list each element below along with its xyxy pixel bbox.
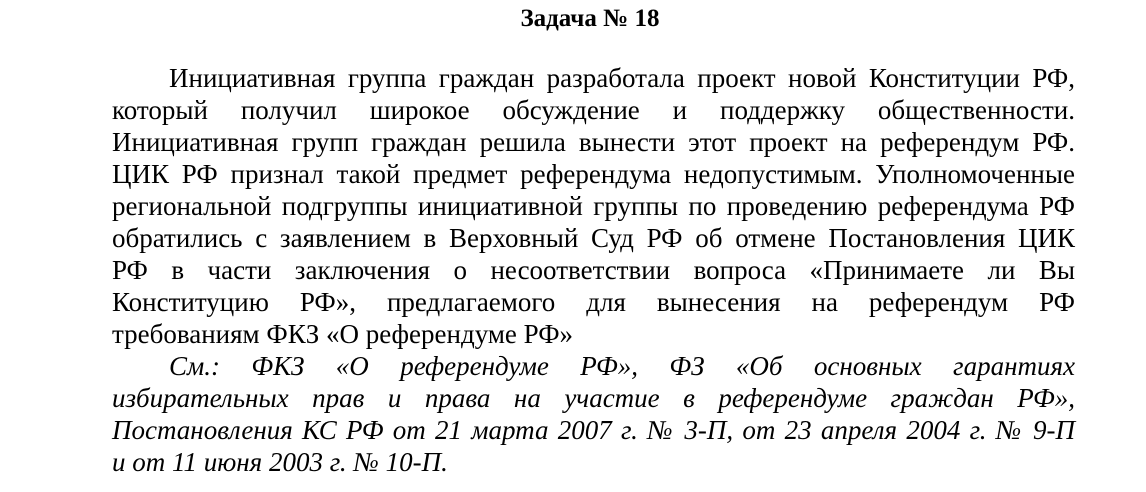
task-text xyxy=(112,62,1075,478)
reference-line: и от 11 июня 2003 г. № 10-П. xyxy=(112,447,448,477)
reference-line: Постановления КС РФ от 21 марта 2007 г. № 3-П, от 23 апреля 2004 г. № 9-П xyxy=(112,415,1075,445)
paragraph-line: Инициативная группа граждан разработала проект новой Конституции РФ, xyxy=(169,63,1075,93)
paragraph-line: региональной подгруппы инициативной группы по проведению референдума РФ xyxy=(112,191,1075,221)
paragraph-line: требованиям ФКЗ «О референдуме РФ» xyxy=(112,319,574,349)
paragraph-line: ЦИК РФ признал такой предмет референдума недопустимым. Уполномоченные xyxy=(112,159,1075,189)
paragraph-line: РФ в части заключения о несоответствии вопроса «Принимаете ли Вы xyxy=(112,255,1075,285)
paragraph-line: обратились с заявлением в Верховный Суд РФ об отмене Постановления ЦИК xyxy=(112,223,1075,253)
reference-line: избирательных прав и права на участие в референдуме граждан РФ», xyxy=(112,383,1075,413)
reference-line: См.: ФКЗ «О референдуме РФ», ФЗ «Об основных гарантиях xyxy=(169,351,1075,381)
paragraph-line: Конституцию РФ», предлагаемого для вынесения на референдум РФ xyxy=(112,287,1075,317)
task-title: Задача № 18 xyxy=(520,5,660,32)
paragraph-line: Инициативная групп граждан решила вынести этот проект на референдум РФ. xyxy=(112,127,1075,157)
paragraph-line: который получил широкое обсуждение и поддержку общественности. xyxy=(112,95,1075,125)
